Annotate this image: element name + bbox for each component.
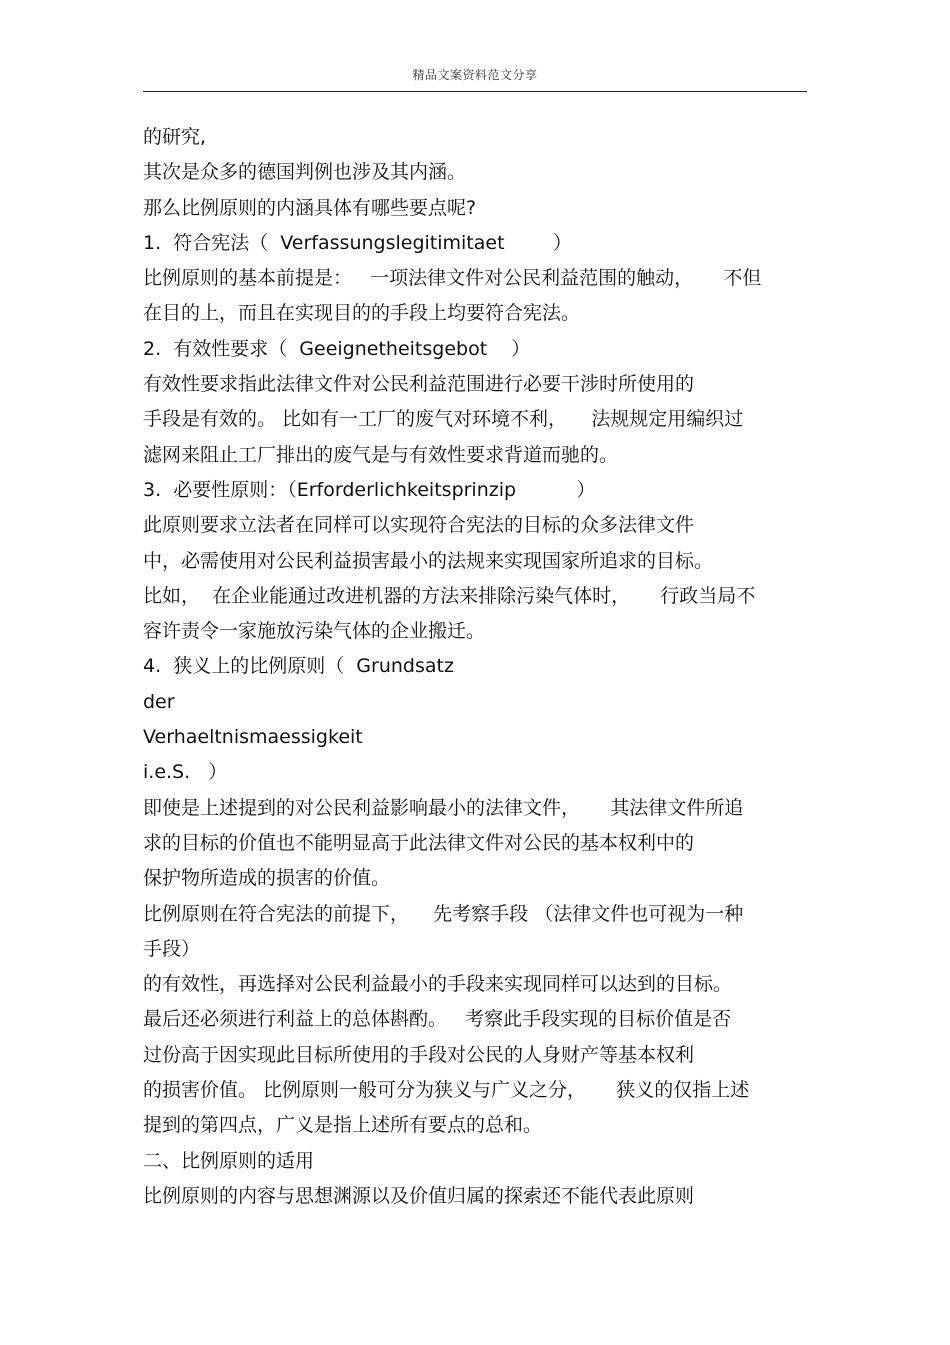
text-line: 此原则要求立法者在同样可以实现符合宪法的目标的众多法律文件 <box>143 514 695 537</box>
header-divider <box>143 91 807 92</box>
text-line: 有效性要求指此法律文件对公民利益范围进行必要干涉时所使用的 <box>143 373 695 396</box>
text-line: 容许责令一家施放污染气体的企业搬迁。 <box>143 620 486 643</box>
section-heading: 二、比例原则的适用 <box>143 1149 315 1172</box>
document-body <box>143 120 823 1214</box>
text-line: 过份高于因实现此目标所使用的手段对公民的人身财产等基本权利 <box>143 1043 695 1066</box>
text-line: 比例原则的内容与思想渊源以及价值归属的探索还不能代表此原则 <box>143 1184 695 1207</box>
text-line: 滤网来阻止工厂排出的废气是与有效性要求背道而驰的。 <box>143 443 619 466</box>
text-line: 的研究, <box>143 126 207 148</box>
text-line: 即使是上述提到的对公民利益影响最小的法律文件， 其法律文件所追 <box>143 796 744 819</box>
section-heading: 4. 狭义上的比例原则（ Grundsatz <box>143 655 454 678</box>
text-line: 比例原则的基本前提是： 一项法律文件对公民利益范围的触动， 不但 <box>143 267 762 290</box>
section-heading: 1. 符合宪法（ Verfassungslegitimitaet ） <box>143 231 572 254</box>
text-line: 在目的上，而且在实现目的的手段上均要符合宪法。 <box>143 302 581 325</box>
section-heading: 3. 必要性原则：（Erforderlichkeitsprinzip ） <box>143 478 596 501</box>
text-line: 最后还必须进行利益上的总体斟酌。 考察此手段实现的目标价值是否 <box>143 1008 732 1031</box>
text-line: 的有效性，再选择对公民利益最小的手段来实现同样可以达到的目标。 <box>143 973 733 996</box>
text-line: Verhaeltnismaessigkeit <box>143 726 363 749</box>
text-line: 中，必需使用对公民利益损害最小的法规来实现国家所追求的目标。 <box>143 549 714 572</box>
text-line: 那么比例原则的内涵具体有哪些要点呢? <box>143 196 477 219</box>
text-line: 比如， 在企业能通过改进机器的方法来排除污染气体时， 行政当局不 <box>143 584 756 607</box>
section-heading: 2. 有效性要求（ Geeignetheitsgebot ） <box>143 337 531 360</box>
text-line: 求的目标的价值也不能明显高于此法律文件对公民的基本权利中的 <box>143 831 695 854</box>
page-header: 精品文案资料范文分享 <box>412 68 538 82</box>
text-line: 保护物所造成的损害的价值。 <box>143 867 391 890</box>
text-line: der <box>143 690 175 713</box>
text-line: 手段） <box>143 937 201 960</box>
text-line: 手段是有效的。 比如有一工厂的废气对环境不利， 法规规定用编织过 <box>143 408 744 431</box>
text-line: i.e.S. ） <box>143 761 228 784</box>
text-line: 比例原则在符合宪法的前提下， 先考察手段 （法律文件也可视为一种 <box>143 902 744 925</box>
text-line: 其次是众多的德国判例也涉及其内涵。 <box>143 161 467 184</box>
text-line: 的损害价值。 比例原则一般可分为狭义与广义之分， 狭义的仅指上述 <box>143 1079 750 1102</box>
text-line: 提到的第四点，广义是指上述所有要点的总和。 <box>143 1114 543 1137</box>
